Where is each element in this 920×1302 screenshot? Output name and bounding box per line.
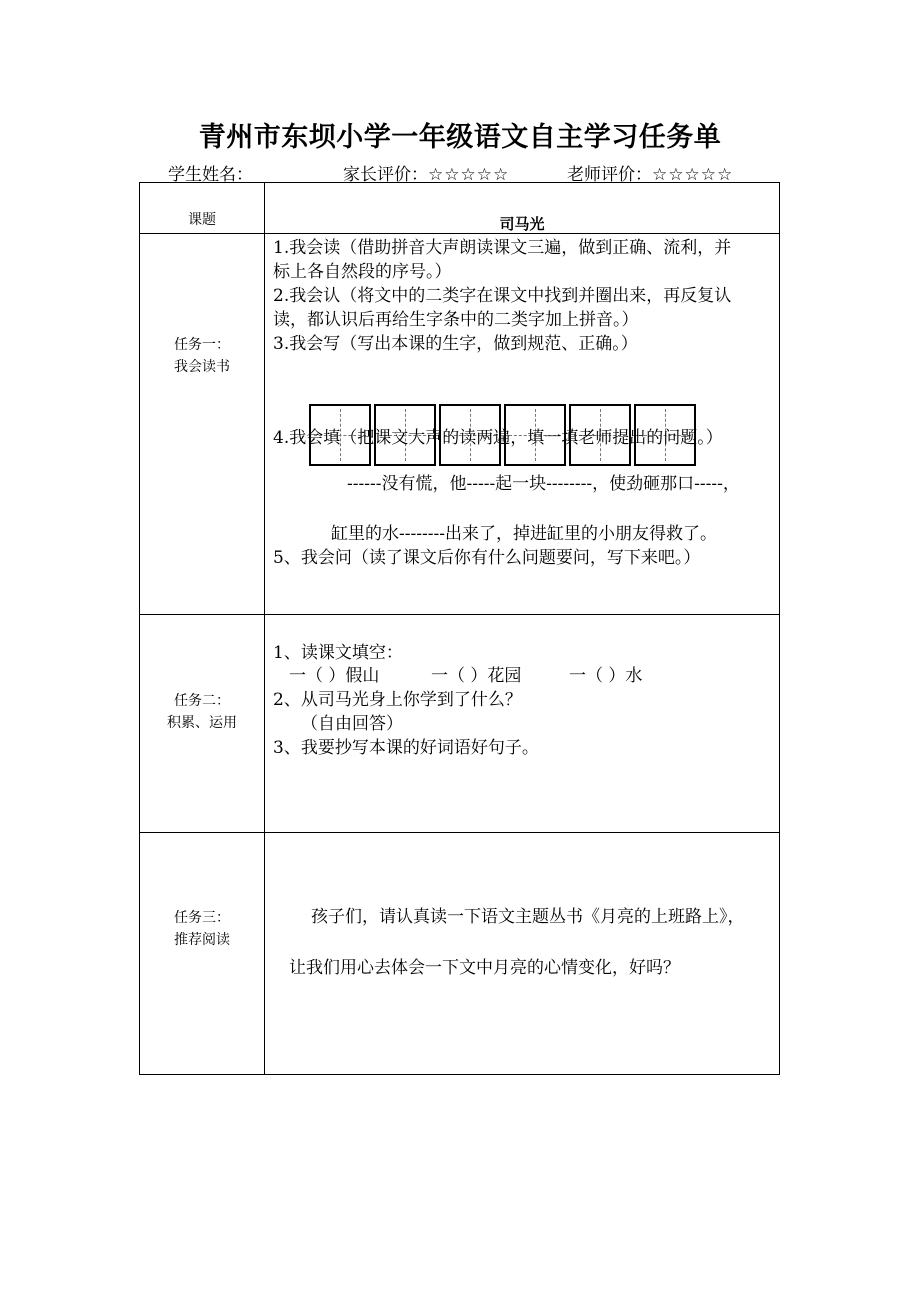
lesson-row xyxy=(140,183,780,234)
task1-item4: 4.我会填（把课文大声的读两遍，填一填老师提出的问题。） xyxy=(273,428,723,448)
task2-blank1: 一（ ）假山 xyxy=(289,666,380,686)
task2-blank3: 一（ ）水 xyxy=(569,666,643,686)
task3-sublabel: 推荐阅读 xyxy=(174,932,230,948)
task3-row xyxy=(140,833,780,1075)
task1-item5: 5、我会问（读了课文后你有什么问题要问，写下来吧。） xyxy=(273,548,701,568)
task-sheet-table xyxy=(139,182,780,1075)
task3-content-cell xyxy=(265,833,780,1075)
task2-item3: 3、我要抄写本课的好词语好句子。 xyxy=(273,738,539,758)
task3-line2: 让我们用心去体会一下文中月亮的心情变化，好吗？ xyxy=(289,958,680,978)
task2-item1: 1、读课文填空： xyxy=(273,643,403,663)
task1-label: 任务一： xyxy=(174,337,230,353)
task1-content-cell xyxy=(265,234,780,615)
task2-item2-hint: （自由回答） xyxy=(301,714,403,734)
task3-line1: 孩子们，请认真读一下语文主题丛书《月亮的上班路上》， xyxy=(311,907,745,927)
task2-label: 任务二： xyxy=(174,693,230,709)
task1-item3: 3.我会写（写出本课的生字，做到规范、正确。） xyxy=(273,334,638,354)
student-name-label: 学生姓名： xyxy=(168,165,253,185)
task1-item2-line2: 读，都认识后再给生字条中的二类字加上拼音。） xyxy=(273,310,639,330)
lesson-title-cell xyxy=(265,183,780,234)
task1-item1-line2: 标上各自然段的序号。） xyxy=(273,262,452,282)
lesson-label: 课题 xyxy=(188,212,216,228)
task1-item2-line1: 2.我会认（将文中的二类字在课文中找到并圈出来，再反复认 xyxy=(273,286,732,306)
task1-item1-line1: 1.我会读（借助拼音大声朗读课文三遍，做到正确、流利，并 xyxy=(273,238,732,258)
task2-sublabel: 积累、运用 xyxy=(167,715,237,731)
parent-rating-stars: ☆☆☆☆☆ xyxy=(428,165,510,185)
task1-fill-line1: ------没有慌，他-----起一块--------，使劲砸那口-----， xyxy=(347,474,740,494)
task2-blank2: 一（ ）花园 xyxy=(431,666,522,686)
task1-row xyxy=(140,234,780,615)
task2-item2: 2、从司马光身上你学到了什么？ xyxy=(273,690,522,710)
task2-label-cell xyxy=(140,615,265,833)
task1-sublabel: 我会读书 xyxy=(174,359,230,375)
teacher-rating-stars: ☆☆☆☆☆ xyxy=(652,165,734,185)
task1-fill-line2: 缸里的水--------出来了，掉进缸里的小朋友得救了。 xyxy=(331,524,717,544)
parent-eval-label: 家长评价： xyxy=(343,165,428,185)
page-title: 青州市东坝小学一年级语文自主学习任务单 xyxy=(198,122,722,153)
task3-label: 任务三： xyxy=(174,910,230,926)
task3-label-cell xyxy=(140,833,265,1075)
teacher-eval-label: 老师评价： xyxy=(567,165,652,185)
task2-row xyxy=(140,615,780,833)
lesson-title: 司马光 xyxy=(499,215,545,233)
task2-content-cell xyxy=(265,615,780,833)
lesson-label-cell xyxy=(140,183,265,234)
task1-label-cell xyxy=(140,234,265,615)
